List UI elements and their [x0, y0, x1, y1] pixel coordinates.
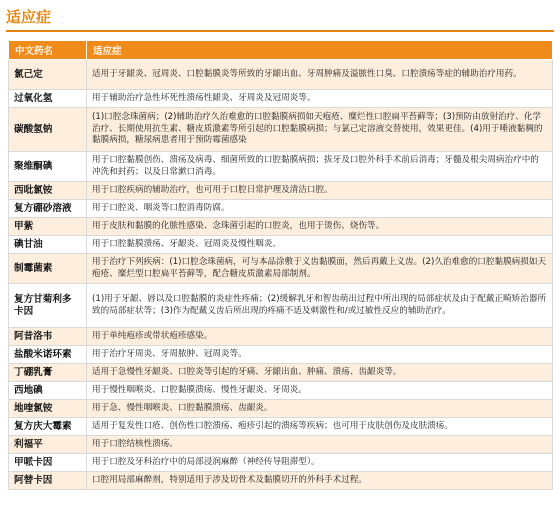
table-header-row	[9, 41, 553, 60]
drug-name-cell: 阿替卡因	[9, 472, 87, 490]
indication-cell: 用于口腔及牙科治疗中的局部浸润麻醉（神经传导阻滞型）。	[87, 454, 553, 472]
drug-name-cell: 氯己定	[9, 60, 87, 90]
drug-name-cell: 地喹氯铵	[9, 400, 87, 418]
drug-name-cell: 盐酸米诺环素	[9, 346, 87, 364]
drug-name-cell: 丁硼乳膏	[9, 364, 87, 382]
page-title: 适应症	[6, 8, 52, 26]
drug-name-cell: 制霉菌素	[9, 254, 87, 284]
indication-cell: 用于治疗牙周炎、牙周脓肿、冠周炎等。	[87, 346, 553, 364]
table-row	[9, 454, 553, 472]
drug-name-cell: 甲哌卡因	[9, 454, 87, 472]
table-row	[9, 436, 553, 454]
drug-name-cell: 利福平	[9, 436, 87, 454]
indication-cell: 口腔用局部麻醉剂，特别适用于涉及切骨术及黏膜切开的外科手术过程。	[87, 472, 553, 490]
table-row	[9, 418, 553, 436]
indication-cell: 用于慢性咽喉炎、口腔黏膜溃疡、慢性牙龈炎、牙周炎。	[87, 382, 553, 400]
drug-name-cell: 西吡氯铵	[9, 182, 87, 200]
table-row	[9, 218, 553, 236]
table-row	[9, 254, 553, 284]
table-row	[9, 364, 553, 382]
table-row	[9, 236, 553, 254]
table-row	[9, 200, 553, 218]
indication-cell: 用于治疗下列疾病：(1)口腔念珠菌病，可与本品涂敷于义齿黏膜面，然后再戴上义齿。(2)久治难愈的口腔黏膜病损如天疱疮、糜烂型口腔扁平苔藓等，配合糖皮质激素局部制剂。	[87, 254, 553, 284]
table-row	[9, 472, 553, 490]
table-row	[9, 90, 553, 108]
indication-cell: 用于皮肤和黏膜的化脓性感染、念珠菌引起的口腔炎，也用于烫伤、烧伤等。	[87, 218, 553, 236]
indication-table	[8, 40, 553, 490]
table-row	[9, 382, 553, 400]
drug-name-cell: 甲紫	[9, 218, 87, 236]
indication-cell: 用于辅助治疗急性坏死性溃疡性龈炎、牙周炎及冠周炎等。	[87, 90, 553, 108]
indication-cell: 用于口腔疾病的辅助治疗，也可用于口腔日常护理及清洁口腔。	[87, 182, 553, 200]
column-header-drug-name: 中文药名	[9, 41, 87, 60]
drug-name-cell: 阿昔洛韦	[9, 328, 87, 346]
table-row	[9, 108, 553, 152]
drug-name-cell: 碘甘油	[9, 236, 87, 254]
indication-cell: 用于口腔黏膜创伤、溃疡及病毒、细菌所致的口腔黏膜病损；拔牙及口腔外科手术前后消毒；牙髓及根尖周病治疗中的冲洗和封药；以及日常漱口消毒。	[87, 152, 553, 182]
table-row	[9, 400, 553, 418]
drug-name-cell: 碳酸氢钠	[9, 108, 87, 152]
table-row	[9, 152, 553, 182]
table-row	[9, 60, 553, 90]
indication-cell: (1)口腔念珠菌病；(2)辅助治疗久治难愈的口腔黏膜病损如天疱疮、糜烂性口腔扁平苔藓等；(3)预防由放射治疗、化学治疗、长期使用抗生素、糖皮质激素等所引起的口腔黏膜病损；与氯己定溶液交替使用，效果更佳。(4)用于唾液黏稠的黏膜病损，糖尿病患者用于预防霉菌感染	[87, 108, 553, 152]
drug-name-cell: 复方硼砂溶液	[9, 200, 87, 218]
indication-cell: 适用于牙龈炎、冠周炎、口腔黏膜炎等所致的牙龈出血、牙周肿痛及溢脓性口臭、口腔溃疡等症的辅助治疗用药。	[87, 60, 553, 90]
table-row	[9, 284, 553, 328]
column-header-indication: 适应症	[87, 41, 553, 60]
indication-cell: 适用于急慢性牙龈炎、口腔炎等引起的牙痛、牙龈出血、肿痛、溃疡、齿龈炎等。	[87, 364, 553, 382]
drug-name-cell: 复方庆大霉素	[9, 418, 87, 436]
indication-cell: 用于口腔炎、咽炎等口腔消毒防腐。	[87, 200, 553, 218]
table-row	[9, 182, 553, 200]
drug-name-cell: 聚维酮碘	[9, 152, 87, 182]
indication-cell: (1)用于牙龈、唇以及口腔黏膜的炎症性疼痛；(2)缓解乳牙和智齿萌出过程中所出现的局部症状及由于配戴正畸矫治器所致的局部症状等；(3)作为配戴义齿后所出现的疼痛不适及刺激性和/或过敏性反应的辅助治疗。	[87, 284, 553, 328]
drug-name-cell: 西地碘	[9, 382, 87, 400]
indication-cell: 用于口腔结核性溃疡。	[87, 436, 553, 454]
drug-name-cell: 过氧化氢	[9, 90, 87, 108]
indication-cell: 用于口腔黏膜溃疡、牙龈炎、冠周炎及慢性咽炎。	[87, 236, 553, 254]
indication-cell: 用于单纯疱疹或带状疱疹感染。	[87, 328, 553, 346]
indication-cell: 用于急、慢性咽喉炎、口腔黏膜溃疡、齿龈炎。	[87, 400, 553, 418]
title-divider	[6, 30, 554, 32]
drug-name-cell: 复方甘菊利多卡因	[9, 284, 87, 328]
table-row	[9, 328, 553, 346]
table-row	[9, 346, 553, 364]
indication-cell: 适用于复发性口疮、创伤性口腔溃疡、疱疹引起的溃疡等疾病；也可用于皮肤创伤及皮肤溃疡。	[87, 418, 553, 436]
